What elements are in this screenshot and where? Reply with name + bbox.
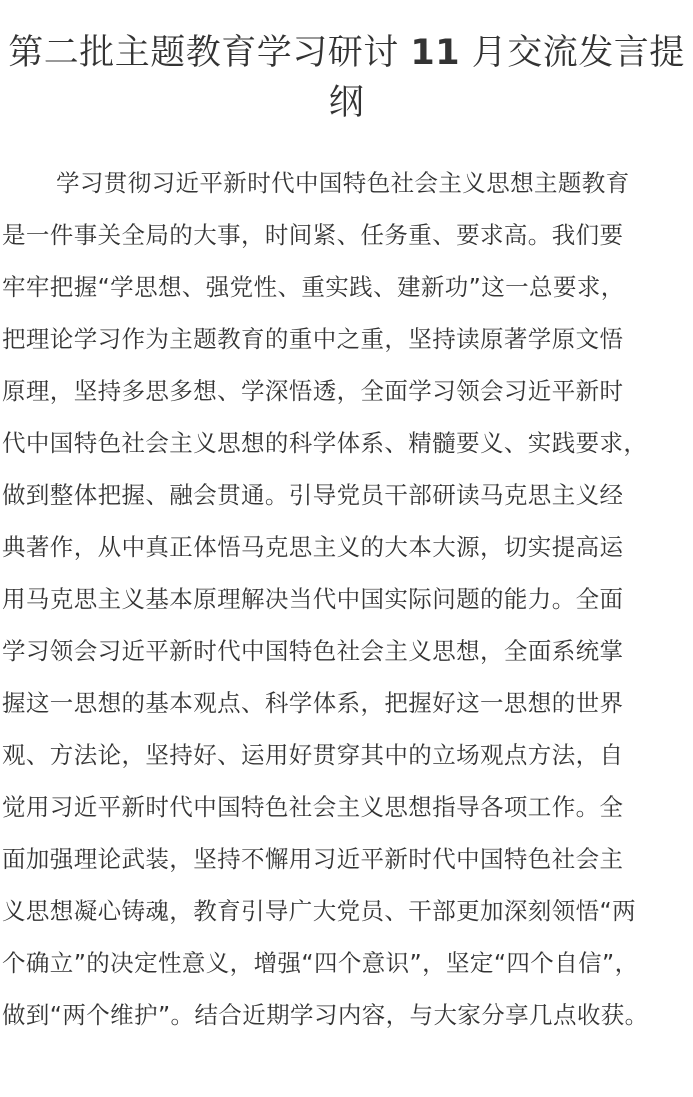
- title-text-line2: 纲: [328, 83, 365, 123]
- paragraph-line: 做到“两个维护”。结合近期学习内容，与大家分享几点收获。: [2, 1001, 649, 1029]
- paragraph-line: 面加强理论武装，坚持不懈用习近平新时代中国特色社会主: [2, 845, 624, 873]
- paragraph-line: 原理，坚持多思多想、学深悟透，全面学习领会习近平新时: [2, 377, 624, 405]
- title-text-part2: 月交流发言提: [471, 33, 685, 73]
- paragraph-line: 个确立”的决定性意义，增强“四个意识”，坚定“四个自信”，: [2, 949, 639, 977]
- paragraph-line: 觉用习近平新时代中国特色社会主义思想指导各项工作。全: [2, 793, 624, 821]
- paragraph-line: 把理论学习作为主题教育的重中之重，坚持读原著学原文悟: [2, 325, 624, 353]
- paragraph-line: 学习贯彻习近平新时代中国特色社会主义思想主题教育: [56, 169, 630, 197]
- title-number: 11: [410, 33, 461, 73]
- paragraph-line: 握这一思想的基本观点、科学体系，把握好这一思想的世界: [2, 689, 624, 717]
- paragraph-line: 学习领会习近平新时代中国特色社会主义思想，全面系统掌: [2, 637, 624, 665]
- paragraph-line: 观、方法论，坚持好、运用好贯穿其中的立场观点方法，自: [2, 741, 624, 769]
- paragraph-line: 是一件事关全局的大事，时间紧、任务重、要求高。我们要: [2, 221, 624, 249]
- paragraph-line: 做到整体把握、融会贯通。引导党员干部研读马克思主义经: [2, 481, 624, 509]
- paragraph-line: 牢牢把握“学思想、强党性、重实践、建新功”这一总要求，: [2, 273, 625, 301]
- title-text-part1: 第二批主题教育学习研讨: [8, 33, 399, 73]
- body-paragraph: [2, 163, 693, 1047]
- paragraph-line: 用马克思主义基本原理解决当代中国实际问题的能力。全面: [2, 585, 624, 613]
- paragraph-line: 义思想凝心铸魂，教育引导广大党员、干部更加深刻领悟“两: [2, 897, 636, 925]
- paragraph-line: 代中国特色社会主义思想的科学体系、精髓要义、实践要求，: [2, 429, 648, 457]
- document-title: [0, 0, 693, 128]
- paragraph-line: 典著作，从中真正体悟马克思主义的大本大源，切实提高运: [2, 533, 624, 561]
